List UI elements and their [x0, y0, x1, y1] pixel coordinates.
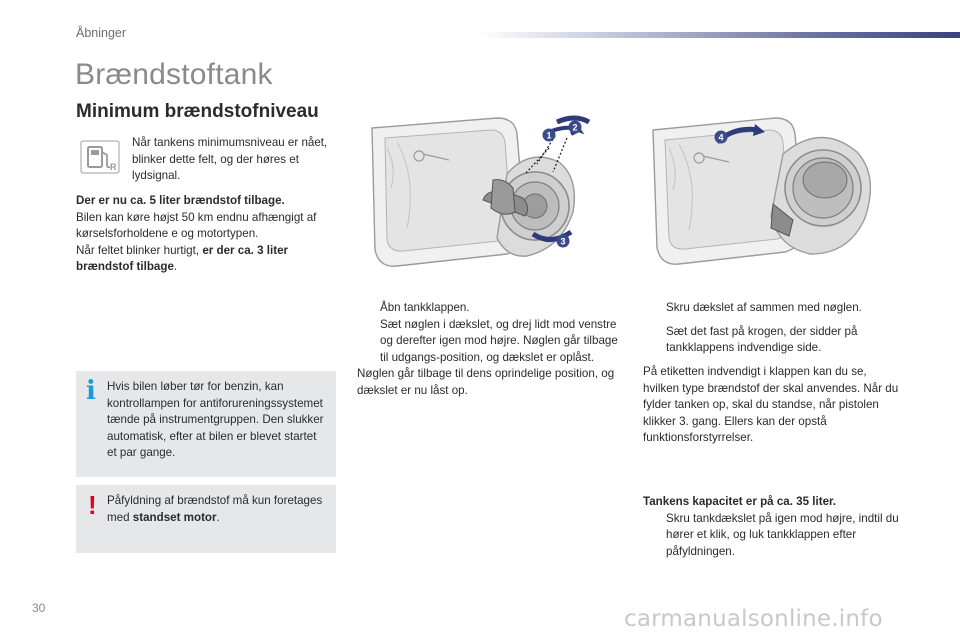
step-3-label: 3	[560, 236, 566, 247]
unlock-instructions	[357, 300, 619, 400]
svg-text:R: R	[110, 162, 117, 172]
range-text: Bilen kan køre højst 50 km endnu afhængigt af kørselsforholdene e og motortypen.	[76, 210, 317, 241]
info-icon: i	[86, 376, 96, 406]
warning-text	[107, 493, 329, 526]
fast-blink-bold: er der ca. 3 liter brændstof tilbage	[76, 243, 289, 274]
list-item	[357, 300, 619, 317]
step-2-label: 2	[572, 122, 578, 133]
list-item	[643, 300, 905, 317]
list-item-text: Skru dækslet af sammen med nøglen.	[666, 301, 862, 314]
step-1-label: 1	[546, 130, 552, 141]
list-item-text: Sæt det fast på krogen, der sidder på tankklappens indvendige side.	[666, 324, 858, 355]
page-number: 30	[32, 601, 46, 615]
warning-text-pre: Påfyldning af brændstof må kun foretages med	[107, 494, 323, 524]
section-label: Åbninger	[76, 26, 127, 40]
capacity-block	[643, 494, 905, 560]
watermark: carmanualsonline.info	[624, 606, 883, 632]
fuel-cap-remove-illustration	[643, 108, 893, 274]
list-item	[357, 317, 619, 367]
fuel-remaining-block	[76, 193, 338, 276]
fuel-remaining-heading: Der er nu ca. 5 liter brændstof tilbage.	[76, 194, 285, 207]
list-item-text: Sæt nøglen i dækslet, og drej lidt mod venstre og derefter igen mod højre. Nøglen går tilbage til udgangs-position, og dækslet er oplåst.	[380, 317, 618, 364]
remove-instructions	[643, 300, 905, 357]
fast-blink-end: .	[173, 260, 178, 274]
list-item	[643, 324, 905, 357]
header-bar	[478, 32, 960, 38]
list-item-text: Skru tankdækslet på igen mod højre, indtil du hører et klik, og luk tankklappen efter påfyldningen.	[666, 511, 899, 558]
fuel-cap-unlock-illustration	[357, 108, 607, 274]
spacer	[643, 317, 905, 324]
warning-text-bold: standset motor	[132, 510, 217, 524]
capacity-heading: Tankens kapacitet er på ca. 35 liter.	[643, 495, 837, 508]
list-item	[643, 511, 905, 561]
section-subtitle: Minimum brændstofniveau	[76, 101, 319, 122]
fuel-gauge-icon	[80, 140, 120, 174]
unlock-result-text: Nøglen går tilbage til dens oprindelige position, og dækslet er nu låst op.	[357, 367, 615, 397]
warning-text-end: .	[216, 510, 220, 524]
page-title: Brændstoftank	[75, 58, 273, 91]
warning-icon: !	[88, 490, 97, 520]
list-item-text: Åbn tankklappen.	[380, 301, 470, 314]
step-4-label: 4	[718, 132, 724, 143]
intro-text: Når tankens minimumsniveau er nået, blinker dette felt, og der høres et lydsignal.	[132, 136, 328, 183]
info-text: Hvis bilen løber tør for benzin, kan kontrollampen for antiforureningssystemet tænde på instrumentgruppen. Den slukker automatisk, efter at bilen er blevet startet et par gange.	[107, 380, 324, 460]
fast-blink-text: Når feltet blinker hurtigt,	[76, 243, 203, 257]
fuel-label-info: På etiketten indvendigt i klappen kan du se, hvilken type brændstof der skal anvendes. Når du fylder tanken op, skal du standse, når pistolen klikker 3. gang. Ellers kan der opstå funktionsforstyrrelser.	[643, 365, 899, 445]
